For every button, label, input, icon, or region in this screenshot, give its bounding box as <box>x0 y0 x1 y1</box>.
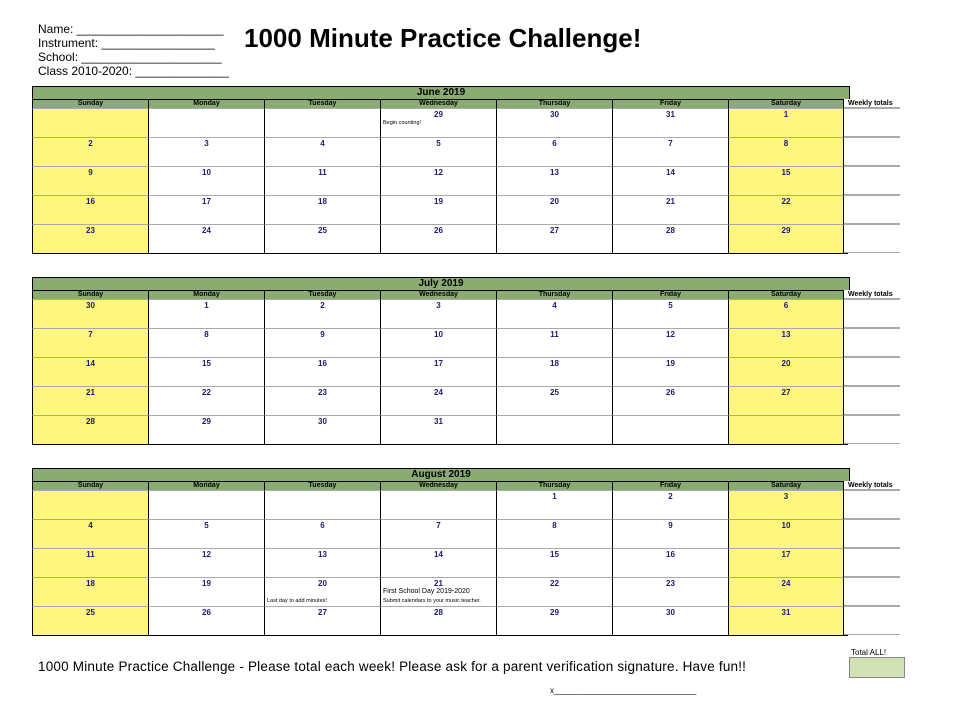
day-cell[interactable] <box>496 328 612 357</box>
day-number: 18 <box>550 359 559 368</box>
day-number: 16 <box>666 550 675 559</box>
week-row <box>32 606 904 635</box>
day-number: 19 <box>434 197 443 206</box>
week-row <box>32 415 904 444</box>
week-row <box>32 299 904 328</box>
day-number: 16 <box>318 359 327 368</box>
day-cell[interactable] <box>728 490 844 519</box>
day-number: 7 <box>668 139 673 148</box>
weekday-header-row <box>32 99 904 108</box>
day-number: 7 <box>436 521 441 530</box>
day-cell[interactable] <box>496 415 612 444</box>
day-cell[interactable] <box>264 224 380 253</box>
week-row <box>32 577 904 606</box>
weekday-header: Tuesday <box>264 481 380 490</box>
day-cell[interactable] <box>32 519 148 548</box>
day-cell[interactable] <box>496 386 612 415</box>
name-field[interactable]: Name: ______________________ <box>38 22 224 36</box>
month-title: June 2019 <box>32 86 850 99</box>
day-cell[interactable] <box>148 328 264 357</box>
day-number: 17 <box>202 197 211 206</box>
day-cell[interactable] <box>496 490 612 519</box>
weekday-header: Friday <box>612 290 728 299</box>
weekly-total-cell[interactable] <box>844 519 900 548</box>
day-cell[interactable] <box>380 166 496 195</box>
day-cell[interactable] <box>380 577 496 606</box>
weekday-header: Tuesday <box>264 290 380 299</box>
day-number: 19 <box>666 359 675 368</box>
day-cell[interactable] <box>728 137 844 166</box>
day-cell[interactable] <box>496 577 612 606</box>
day-cell[interactable] <box>612 224 728 253</box>
day-cell[interactable] <box>264 195 380 224</box>
weekly-totals-label: Weekly totals <box>844 99 900 108</box>
weekly-totals-label: Weekly totals <box>844 290 900 299</box>
day-number: 27 <box>781 388 791 397</box>
weekday-header: Friday <box>612 481 728 490</box>
day-cell[interactable] <box>496 224 612 253</box>
day-cell[interactable] <box>728 606 844 635</box>
day-cell[interactable] <box>148 577 264 606</box>
calendar-month <box>32 86 904 254</box>
week-row <box>32 137 904 166</box>
day-number: 2 <box>88 139 93 148</box>
weekday-header: Saturday <box>728 99 844 108</box>
day-cell[interactable] <box>32 224 148 253</box>
day-cell[interactable] <box>264 166 380 195</box>
day-number: 31 <box>781 608 791 617</box>
day-number: 2 <box>668 492 673 501</box>
day-cell[interactable] <box>612 357 728 386</box>
day-number: 10 <box>781 521 791 530</box>
day-cell[interactable] <box>32 606 148 635</box>
day-cell[interactable] <box>612 328 728 357</box>
day-cell[interactable] <box>612 195 728 224</box>
calendar-month <box>32 277 904 445</box>
page-title: 1000 Minute Practice Challenge! <box>244 23 642 53</box>
day-cell[interactable] <box>728 386 844 415</box>
week-row <box>32 386 904 415</box>
day-number: 10 <box>434 330 443 339</box>
day-cell[interactable] <box>148 606 264 635</box>
week-row <box>32 328 904 357</box>
weekday-header: Sunday <box>32 481 148 490</box>
day-cell[interactable] <box>148 195 264 224</box>
day-cell[interactable] <box>148 357 264 386</box>
day-cell[interactable] <box>612 166 728 195</box>
day-number: 29 <box>202 417 211 426</box>
day-cell[interactable] <box>148 166 264 195</box>
day-number: 26 <box>666 388 675 397</box>
day-cell[interactable] <box>612 386 728 415</box>
day-number: 14 <box>434 550 443 559</box>
parent-signature-line[interactable]: x________________________________ <box>550 686 697 695</box>
weekday-header: Thursday <box>496 481 612 490</box>
week-row <box>32 548 904 577</box>
day-number: 31 <box>666 110 675 119</box>
day-number: 20 <box>318 579 327 588</box>
day-number: 25 <box>318 226 327 235</box>
day-number: 30 <box>86 301 95 310</box>
day-note: Begin counting! <box>383 120 421 126</box>
day-cell[interactable] <box>148 415 264 444</box>
day-cell[interactable] <box>380 548 496 577</box>
day-cell[interactable] <box>496 137 612 166</box>
day-cell[interactable] <box>728 299 844 328</box>
day-number: 9 <box>88 168 93 177</box>
weekday-header: Monday <box>148 481 264 490</box>
weekly-total-cell[interactable] <box>844 490 900 519</box>
day-number: 14 <box>86 359 95 368</box>
day-cell[interactable] <box>148 490 264 519</box>
day-number: 4 <box>552 301 557 310</box>
calendar-bottom-border <box>32 253 848 254</box>
day-number: 1 <box>204 301 209 310</box>
day-cell[interactable] <box>148 137 264 166</box>
day-cell[interactable] <box>612 137 728 166</box>
day-number: 26 <box>434 226 443 235</box>
day-number: 9 <box>320 330 325 339</box>
day-number: 14 <box>666 168 675 177</box>
calendar-month <box>32 468 904 636</box>
day-cell[interactable] <box>728 108 844 137</box>
weekly-total-cell[interactable] <box>844 606 900 635</box>
weekday-header: Tuesday <box>264 99 380 108</box>
weekday-header: Saturday <box>728 481 844 490</box>
day-number: 22 <box>781 197 791 206</box>
weekly-total-cell[interactable] <box>844 328 900 357</box>
weekday-header-row <box>32 481 904 490</box>
day-cell[interactable] <box>728 195 844 224</box>
day-cell[interactable] <box>32 357 148 386</box>
day-number: 18 <box>86 579 95 588</box>
day-cell[interactable] <box>264 415 380 444</box>
day-cell[interactable] <box>496 166 612 195</box>
day-note: Submit calendars to your music teacher. <box>383 598 481 604</box>
weekday-header-row <box>32 290 904 299</box>
day-number: 3 <box>783 492 789 501</box>
day-number: 30 <box>318 417 327 426</box>
day-number: 1 <box>552 492 557 501</box>
day-cell[interactable] <box>380 108 496 137</box>
day-cell[interactable] <box>612 415 728 444</box>
day-cell[interactable] <box>728 519 844 548</box>
total-all-box[interactable] <box>849 657 905 678</box>
day-number: 8 <box>204 330 209 339</box>
day-cell[interactable] <box>380 299 496 328</box>
day-cell[interactable] <box>32 577 148 606</box>
day-number: 5 <box>436 139 441 148</box>
weekly-total-cell[interactable] <box>844 548 900 577</box>
day-cell[interactable] <box>728 166 844 195</box>
day-cell[interactable] <box>264 357 380 386</box>
day-cell[interactable] <box>612 548 728 577</box>
weekly-total-cell[interactable] <box>844 386 900 415</box>
day-cell[interactable] <box>612 577 728 606</box>
week-row <box>32 195 904 224</box>
day-number: 25 <box>550 388 559 397</box>
weekday-header: Thursday <box>496 99 612 108</box>
day-number: 12 <box>434 168 443 177</box>
day-number: 20 <box>781 359 791 368</box>
day-number: 18 <box>318 197 327 206</box>
day-cell[interactable] <box>32 195 148 224</box>
day-number: 23 <box>318 388 327 397</box>
day-number: 25 <box>86 608 95 617</box>
weekly-total-cell[interactable] <box>844 166 900 195</box>
day-number: 24 <box>202 226 211 235</box>
day-cell[interactable] <box>32 415 148 444</box>
day-cell[interactable] <box>264 577 380 606</box>
week-row <box>32 357 904 386</box>
day-number: 30 <box>550 110 559 119</box>
day-cell[interactable] <box>148 519 264 548</box>
day-number: 27 <box>318 608 327 617</box>
month-title: July 2019 <box>32 277 850 290</box>
day-cell[interactable] <box>380 357 496 386</box>
day-cell[interactable] <box>264 299 380 328</box>
day-number: 29 <box>781 226 791 235</box>
day-number: 4 <box>88 521 93 530</box>
day-cell[interactable] <box>380 519 496 548</box>
day-cell[interactable] <box>32 386 148 415</box>
day-cell[interactable] <box>32 137 148 166</box>
day-cell[interactable] <box>728 548 844 577</box>
day-cell[interactable] <box>728 224 844 253</box>
day-cell[interactable] <box>148 299 264 328</box>
day-number: 28 <box>666 226 675 235</box>
weekly-total-cell[interactable] <box>844 357 900 386</box>
day-number: 12 <box>666 330 675 339</box>
weekly-total-cell[interactable] <box>844 415 900 444</box>
day-number: 6 <box>552 139 557 148</box>
day-cell[interactable] <box>496 606 612 635</box>
day-number: 4 <box>320 139 325 148</box>
day-cell[interactable] <box>148 224 264 253</box>
day-cell[interactable] <box>264 519 380 548</box>
day-number: 1 <box>783 110 789 119</box>
weekly-total-cell[interactable] <box>844 195 900 224</box>
day-cell[interactable] <box>612 490 728 519</box>
day-cell[interactable] <box>32 299 148 328</box>
weekday-header: Sunday <box>32 99 148 108</box>
day-number: 17 <box>434 359 443 368</box>
day-cell[interactable] <box>496 357 612 386</box>
day-note: First School Day 2019-2020 <box>383 588 470 595</box>
day-number: 9 <box>668 521 673 530</box>
weekday-header: Sunday <box>32 290 148 299</box>
day-cell[interactable] <box>380 490 496 519</box>
day-cell[interactable] <box>612 108 728 137</box>
day-cell[interactable] <box>728 415 844 444</box>
weekday-header: Monday <box>148 290 264 299</box>
school-field[interactable]: School: _____________________ <box>38 50 222 64</box>
day-cell[interactable] <box>380 195 496 224</box>
weekday-header: Monday <box>148 99 264 108</box>
day-cell[interactable] <box>264 548 380 577</box>
day-cell[interactable] <box>728 577 844 606</box>
day-number: 24 <box>781 579 791 588</box>
day-cell[interactable] <box>264 137 380 166</box>
day-cell[interactable] <box>264 490 380 519</box>
day-number: 8 <box>552 521 557 530</box>
day-number: 13 <box>550 168 559 177</box>
day-cell[interactable] <box>380 606 496 635</box>
day-number: 2 <box>320 301 325 310</box>
day-number: 8 <box>783 139 789 148</box>
day-cell[interactable] <box>496 108 612 137</box>
day-cell[interactable] <box>148 386 264 415</box>
day-number: 11 <box>318 168 327 177</box>
day-cell[interactable] <box>148 108 264 137</box>
day-number: 23 <box>86 226 95 235</box>
day-number: 23 <box>666 579 675 588</box>
footer-message: 1000 Minute Practice Challenge - Please total each week! Please ask for a parent verification signature. Have fun!! <box>38 659 747 674</box>
day-number: 3 <box>436 301 441 310</box>
week-row <box>32 490 904 519</box>
day-cell[interactable] <box>496 548 612 577</box>
day-cell[interactable] <box>32 328 148 357</box>
weekly-total-cell[interactable] <box>844 108 900 137</box>
day-number: 5 <box>204 521 209 530</box>
day-number: 12 <box>202 550 211 559</box>
day-number: 22 <box>202 388 211 397</box>
weekday-header: Wednesday <box>380 99 496 108</box>
calendar-bottom-border <box>32 635 848 636</box>
day-cell[interactable] <box>32 166 148 195</box>
day-number: 15 <box>202 359 211 368</box>
day-number: 30 <box>666 608 675 617</box>
week-row <box>32 519 904 548</box>
day-cell[interactable] <box>612 299 728 328</box>
day-cell[interactable] <box>380 386 496 415</box>
day-number: 21 <box>666 197 675 206</box>
day-number: 13 <box>781 330 791 339</box>
day-number: 6 <box>320 521 325 530</box>
day-number: 16 <box>86 197 95 206</box>
calendar-bottom-border <box>32 444 848 445</box>
header-fields <box>38 22 229 78</box>
weekday-header: Wednesday <box>380 290 496 299</box>
day-cell[interactable] <box>32 548 148 577</box>
weekly-totals-label: Weekly totals <box>844 481 900 490</box>
weekly-total-cell[interactable] <box>844 224 900 253</box>
week-row <box>32 166 904 195</box>
day-number: 11 <box>550 330 559 339</box>
instrument-field[interactable]: Instrument: _________________ <box>38 36 215 50</box>
day-cell[interactable] <box>264 606 380 635</box>
day-number: 27 <box>550 226 559 235</box>
weekday-header: Saturday <box>728 290 844 299</box>
day-cell[interactable] <box>380 328 496 357</box>
day-cell[interactable] <box>380 137 496 166</box>
day-number: 17 <box>781 550 791 559</box>
weekday-header: Friday <box>612 99 728 108</box>
week-row <box>32 108 904 137</box>
week-row <box>32 224 904 253</box>
weekly-total-cell[interactable] <box>844 577 900 606</box>
day-number: 26 <box>202 608 211 617</box>
day-number: 11 <box>86 550 95 559</box>
day-number: 22 <box>550 579 559 588</box>
day-number: 15 <box>781 168 791 177</box>
day-number: 29 <box>550 608 559 617</box>
day-number: 13 <box>318 550 327 559</box>
day-cell[interactable] <box>496 195 612 224</box>
day-cell[interactable] <box>32 108 148 137</box>
month-title: August 2019 <box>32 468 850 481</box>
weekday-header: Wednesday <box>380 481 496 490</box>
total-all-label: Total ALL! <box>851 648 887 657</box>
day-cell[interactable] <box>264 108 380 137</box>
day-cell[interactable] <box>264 386 380 415</box>
day-number: 20 <box>550 197 559 206</box>
class-field[interactable]: Class 2010-2020: ______________ <box>38 64 229 78</box>
weekly-total-cell[interactable] <box>844 299 900 328</box>
day-cell[interactable] <box>496 519 612 548</box>
day-cell[interactable] <box>612 519 728 548</box>
day-number: 29 <box>434 110 443 119</box>
day-number: 10 <box>202 168 211 177</box>
day-number: 6 <box>783 301 789 310</box>
day-number: 28 <box>434 608 443 617</box>
day-cell[interactable] <box>264 328 380 357</box>
day-cell[interactable] <box>380 415 496 444</box>
day-number: 15 <box>550 550 559 559</box>
day-cell[interactable] <box>148 548 264 577</box>
day-number: 28 <box>86 417 95 426</box>
day-cell[interactable] <box>32 490 148 519</box>
day-cell[interactable] <box>728 328 844 357</box>
day-cell[interactable] <box>612 606 728 635</box>
day-cell[interactable] <box>728 357 844 386</box>
weekday-header: Thursday <box>496 290 612 299</box>
day-number: 24 <box>434 388 443 397</box>
day-number: 21 <box>434 579 443 588</box>
day-number: 5 <box>668 301 673 310</box>
day-number: 3 <box>204 139 209 148</box>
weekly-total-cell[interactable] <box>844 137 900 166</box>
day-number: 31 <box>434 417 443 426</box>
day-number: 19 <box>202 579 211 588</box>
day-number: 7 <box>88 330 93 339</box>
day-cell[interactable] <box>380 224 496 253</box>
day-cell[interactable] <box>496 299 612 328</box>
day-number: 21 <box>86 388 95 397</box>
day-note: Last day to add minutes! <box>267 598 327 604</box>
